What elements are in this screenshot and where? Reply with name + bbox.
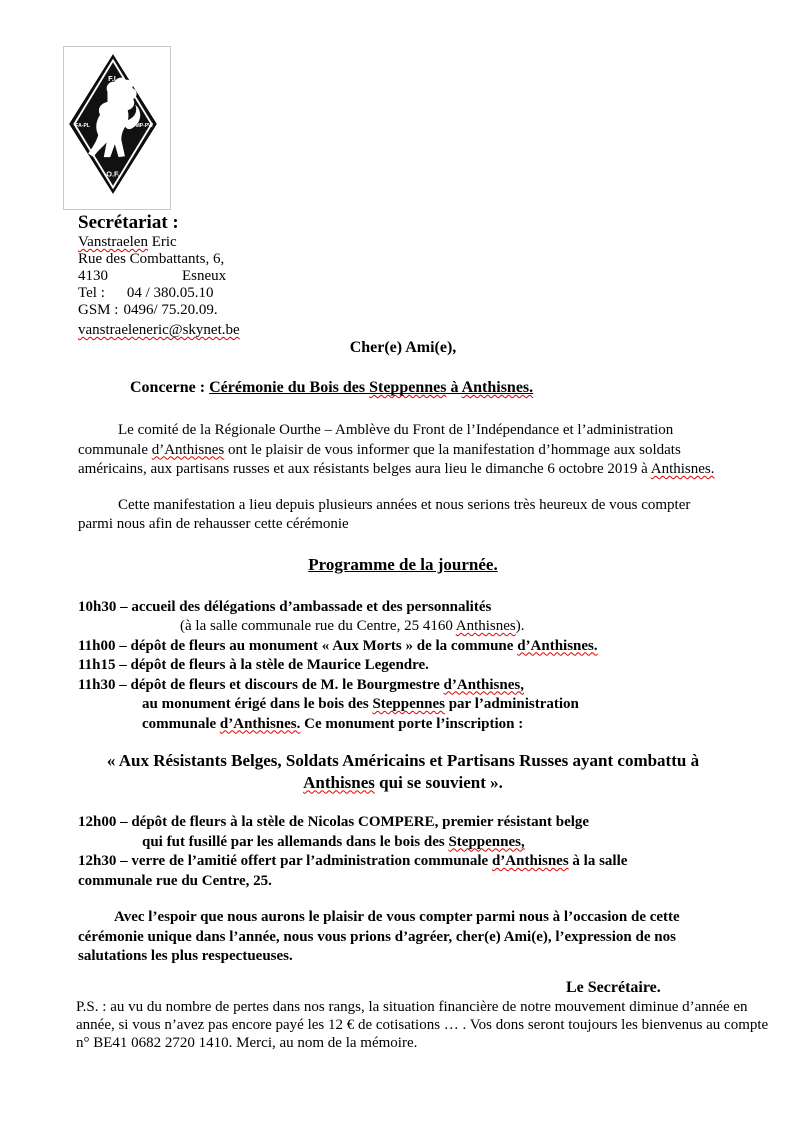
logo-text-bottom: O.F. xyxy=(106,169,120,179)
intro-seg-flagged: d’Anthisnes xyxy=(151,441,225,458)
item-seg: 11h15 – dépôt de fleurs à la stèle de Maurice Legendre. xyxy=(78,657,429,673)
programme-list-morning xyxy=(78,598,728,735)
programme-item-1200-cont xyxy=(142,833,728,853)
programme-heading: Programme de la journée. xyxy=(308,554,498,574)
item-seg: 12h00 – dépôt de fleurs à la stèle de Nicolas COMPERE, premier résistant belge xyxy=(78,814,590,830)
gsm-label: GSM : xyxy=(78,302,119,318)
programme-item-1030-location xyxy=(180,617,728,637)
intro-seg-flagged: Anthisnes. xyxy=(650,461,715,477)
item-seg-flagged: Steppennes xyxy=(372,696,445,712)
programme-item-1130 xyxy=(78,676,728,696)
postscript: P.S. : au vu du nombre de pertes dans nos rangs, la situation financière de notre mouvement diminue d’année en année, si vous n’avez pas encore payé les 12 € de cotisations … . Vos dons seront toujours les bienvenus au compte n° BE41 0682 2720 1410. Merci, au nom de la mémoire. xyxy=(76,998,769,1051)
item-seg: par l’administration xyxy=(444,696,579,712)
item-seg: 12h30 – verre de l’amitié offert par l’administration communale xyxy=(78,853,492,869)
inscription-seg: qui se souvient ». xyxy=(374,772,503,792)
email-text: vanstraeleneric@skynet.be xyxy=(78,322,240,338)
programme-item-1030 xyxy=(78,598,728,618)
item-seg: (à la salle communale rue du Centre, 25 4160 xyxy=(180,618,456,634)
contact-name-flagged: Vanstraelen xyxy=(78,234,148,250)
item-seg-flagged: d’Anthisnes. xyxy=(517,637,598,654)
contact-email xyxy=(78,322,728,339)
subject-seg-flagged: Steppennes xyxy=(369,379,447,396)
tel-label: Tel : xyxy=(78,285,105,301)
item-seg: ). xyxy=(515,618,525,634)
contact-tel-line xyxy=(78,285,728,302)
item-seg: 11h00 – dépôt de fleurs au monument « Aux Morts » de la commune xyxy=(78,637,518,654)
inscription-seg-flagged: Anthisnes xyxy=(303,772,375,792)
item-seg: qui fut fusillé par les allemands dans le bois des xyxy=(142,833,449,850)
item-seg-flagged: d’Anthisnes, xyxy=(443,676,524,693)
monument-inscription xyxy=(93,750,713,793)
subject-line xyxy=(130,379,728,397)
programme-item-1130-cont xyxy=(142,695,728,715)
signature: Le Secrétaire. xyxy=(566,978,661,996)
gsm-value: 0496/ 75.20.09. xyxy=(123,302,218,318)
paragraph-attendance: Cette manifestation a lieu depuis plusieurs années et nous serions très heureux de vous compter parmi nous afin de rehausser cette cérémonie xyxy=(78,496,691,532)
tel-value: 04 / 380.05.10 xyxy=(126,285,214,301)
item-seg: 10h30 – accueil des délégations d’ambassade et des personnalités xyxy=(78,598,492,615)
contact-gsm-line xyxy=(78,302,728,319)
item-seg-flagged: d’Anthisnes. xyxy=(219,715,301,732)
contact-street: Rue des Combattants, 6, xyxy=(78,251,225,267)
subject-seg: Cérémonie du Bois des xyxy=(209,379,370,396)
logo-text-right: MP-PW xyxy=(135,122,153,129)
item-seg: 11h30 – dépôt de fleurs et discours de M. le Bourgmestre xyxy=(78,676,444,693)
subject-seg: à xyxy=(446,379,462,396)
inscription-seg: « Aux Résistants Belges, Soldats Américains et Partisans Russes ayant combattu à xyxy=(106,751,700,770)
programme-item-1230-cont xyxy=(78,872,728,892)
item-seg: communale rue du Centre, 25. xyxy=(78,872,272,889)
logo-text-left: FA-PL xyxy=(75,122,90,129)
item-seg-flagged: Anthisnes xyxy=(455,618,516,634)
item-seg: Ce monument porte l’inscription : xyxy=(300,715,524,732)
programme-item-1230 xyxy=(78,852,728,872)
contact-city-line xyxy=(78,268,728,285)
contact-name-rest: Eric xyxy=(147,234,177,250)
programme-list-afternoon xyxy=(78,813,728,891)
organization-logo xyxy=(63,46,171,210)
salutation: Cher(e) Ami(e), xyxy=(349,339,457,356)
contact-city: Esneux xyxy=(182,268,227,284)
subject-seg-flagged: Anthisnes. xyxy=(461,379,534,396)
logo-text-top: F.I. xyxy=(108,73,118,83)
contact-name xyxy=(78,234,728,251)
subject-prefix: Concerne : xyxy=(130,379,210,396)
intro-seg: Le comité de la Régionale Ourthe – Amblève du Front de l’Indépendance et l’administration communale xyxy=(78,422,674,458)
item-seg: au monument érigé dans le bois des xyxy=(142,696,373,712)
subject-title xyxy=(209,379,533,396)
contact-postal: 4130 xyxy=(78,268,108,284)
item-seg-flagged: d’Anthisnes xyxy=(491,853,569,869)
item-seg: communale xyxy=(142,715,220,732)
item-seg-flagged: Steppennes, xyxy=(448,833,525,850)
paragraph-intro xyxy=(78,421,728,480)
item-seg: à la salle xyxy=(568,853,628,869)
programme-item-1100 xyxy=(78,637,728,657)
secretariat-heading: Secrétariat : xyxy=(78,212,179,233)
intro-seg: ont le plaisir de vous informer que la manifestation d’hommage aux soldats américains, aux partisans russes et aux résistants belges aura lieu le dimanche 6 octobre 2019 à xyxy=(78,441,681,477)
fi-lion-logo-icon xyxy=(67,50,159,198)
closing-paragraph: Avec l’espoir que nous aurons le plaisir de vous compter parmi nous à l’occasion de cette cérémonie unique dans l’année, nous vous prions d’agréer, cher(e) Ami(e), l’expression de nos salutations les plus respectueuses. xyxy=(78,909,680,964)
programme-item-1115 xyxy=(78,656,728,676)
programme-item-1200 xyxy=(78,813,728,833)
programme-item-1130-cont2 xyxy=(142,715,728,735)
